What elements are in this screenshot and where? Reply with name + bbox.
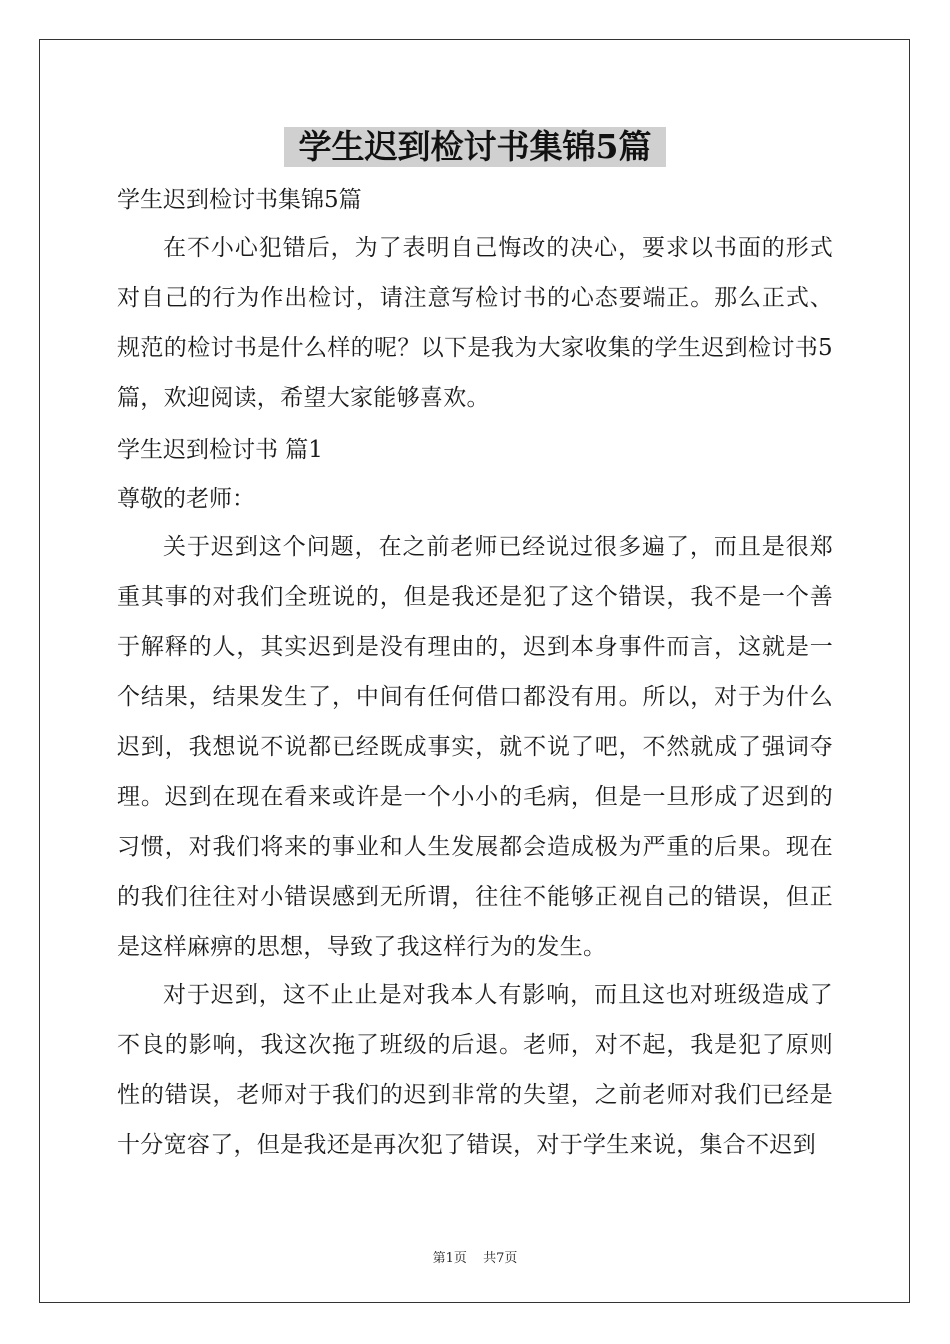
intro-paragraph: 在不小心犯错后，为了表明自己悔改的决心，要求以书面的形式对自己的行为作出检讨，请注意写检讨书的心态要端正。那么正式、规范的检讨书是什么样的呢？以下是我为大家收集的学生迟到检讨书5篇，欢迎阅读，希望大家能够喜欢。 (117, 235, 833, 411)
salutation: 尊敬的老师： (117, 486, 255, 512)
document-title: 学生迟到检讨书集锦5篇 (284, 127, 666, 167)
body-paragraph-1: 关于迟到这个问题，在之前老师已经说过很多遍了，而且是很郑重其事的对我们全班说的，但是我还是犯了这个错误，我不是一个善于解释的人，其实迟到是没有理由的，迟到本身事件而言，这就是一个结果，结果发生了，中间有任何借口都没有用。所以，对于为什么迟到，我想说不说都已经既成事实，就不说了吧，不然就成了强词夺理。迟到在现在看来或许是一个小小的毛病，但是一旦形成了迟到的习惯，对我们将来的事业和人生发展都会造成极为严重的后果。现在的我们往往对小错误感到无所谓，往往不能够正视自己的错误，但正是这样麻痹的思想，导致了我这样行为的发生。 (117, 534, 833, 960)
section-heading: 学生迟到检讨书 篇1 (117, 437, 323, 463)
page-total: 共7页 (483, 1251, 518, 1266)
page-number: 第1页 (432, 1251, 467, 1266)
body-paragraph-2: 对于迟到，这不止止是对我本人有影响，而且这也对班级造成了不良的影响，我这次拖了班级的后退。老师，对不起，我是犯了原则性的错误，老师对于我们的迟到非常的失望，之前老师对我们已经是十分宽容了，但是我还是再次犯了错误，对于学生来说，集合不迟到 (117, 982, 833, 1158)
page-footer (0, 1247, 950, 1266)
document-subtitle: 学生迟到检讨书集锦5篇 (117, 187, 362, 213)
